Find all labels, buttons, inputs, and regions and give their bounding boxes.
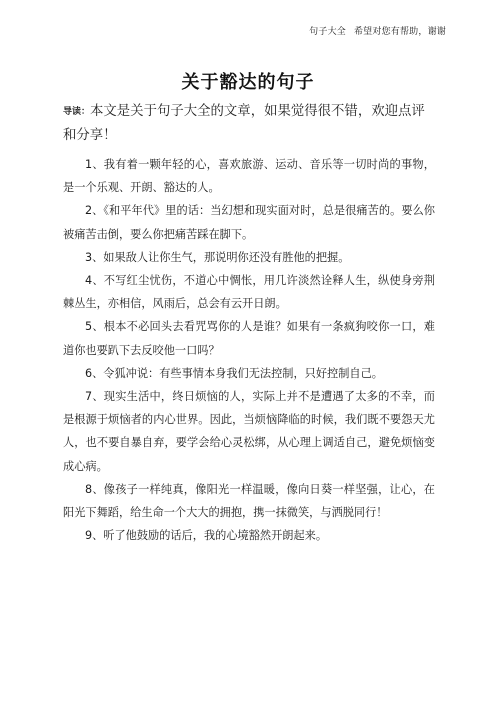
list-item: 8、像孩子一样纯真，像阳光一样温暖，像向日葵一样坚强，让心，在阳光下舞蹈，给生命一个大大的拥抱，携一抹微笑，与洒脱同行！: [63, 482, 435, 520]
list-item: 6、令狐冲说：有些事情本身我们无法控制，只好控制自己。: [85, 366, 383, 380]
list-item: 2、《和平年代》里的话：当幻想和现实面对时，总是很痛苦的。要么你被痛苦击倒，要么你把痛苦踩在脚下。: [63, 204, 435, 241]
list-item: 9、听了他鼓励的话后，我的心境豁然开朗起来。: [85, 529, 328, 543]
intro-label: 导读：: [63, 107, 91, 117]
header-site-name: 句子大全: [309, 27, 346, 37]
intro-paragraph: [63, 100, 435, 147]
list-item: 4、不写红尘忧伤，不道心中惆怅，用几许淡然诠释人生，纵使身旁荆棘丛生，亦相信，风雨后，总会有云开日朗。: [63, 274, 435, 311]
document-title: 关于豁达的句子: [181, 72, 315, 93]
list-item: 5、根本不必回头去看咒骂你的人是谁？如果有一条疯狗咬你一口，难道你也要趴下去反咬他一口吗？: [63, 320, 435, 357]
header-note-text: 希望对您有帮助，谢谢: [353, 27, 446, 37]
list-item: 3、如果敌人让你生气，那说明你还没有胜他的把握。: [85, 250, 350, 264]
sentence-list: [63, 153, 435, 547]
page-header-note: [309, 24, 446, 37]
intro-text: 本文是关于句子大全的文章，如果觉得很不错，欢迎点评和分享！: [63, 104, 425, 143]
list-item: 1、我有着一颗年轻的心，喜欢旅游、运动、音乐等一切时尚的事物，是一个乐观、开朗、豁达的人。: [63, 158, 435, 195]
list-item: 7、现实生活中，终日烦恼的人，实际上并不是遭遇了太多的不幸，而是根源于烦恼者的内心世界。因此，当烦恼降临的时候，我们既不要怨天尤人，也不要自暴自弃，要学会给心灵松绑，从心理上调适自己，避免烦恼变成心病。: [63, 390, 435, 473]
